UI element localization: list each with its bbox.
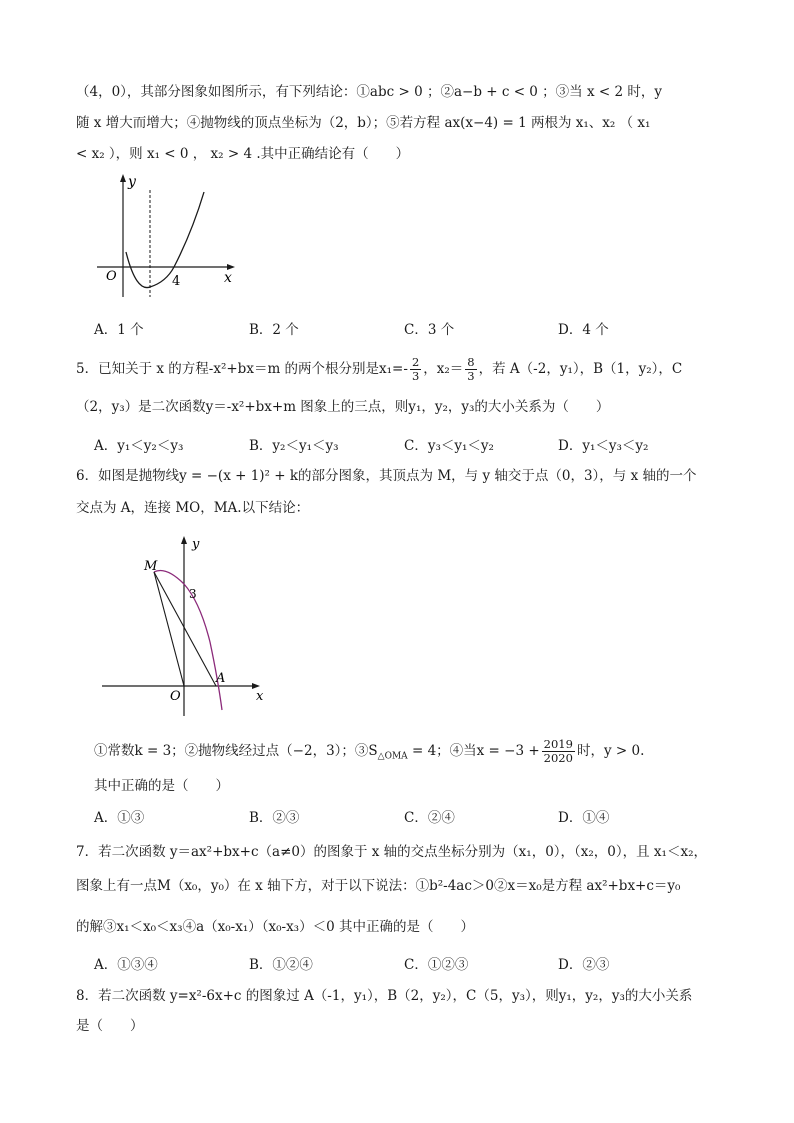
q4-parabola-curve [126, 192, 204, 288]
q5-fraction-2-denominator: 3 [467, 369, 475, 383]
q5-option-c: C．y₃＜y₁＜y₂ [404, 438, 494, 454]
q6-option-d: D．①④ [558, 810, 610, 826]
q6-option-a: A．①③ [94, 810, 145, 826]
q5-option-a: A．y₁＜y₂＜y₃ [94, 438, 184, 454]
q6-line-1: 6．如图是抛物线y = −(x + 1)² + k的部分图象，其顶点为 M，与 y 轴交于点（0，3），与 x 轴的一个 [76, 468, 697, 484]
q5-fraction-1 [410, 356, 421, 383]
q6-y-arrow [181, 536, 187, 544]
q5-fraction-2 [465, 356, 476, 383]
q6-triangle-subscript: △OMA [377, 751, 408, 762]
q6-line-2: 交点为 A，连接 MO，MA.以下结论： [76, 500, 310, 516]
q4-option-c: C．3 个 [404, 322, 455, 338]
q5-line-1-part-b: ，x₂＝ [423, 361, 464, 377]
q6-option-b: B．②③ [249, 810, 300, 826]
q4-y-arrow [120, 174, 126, 182]
q5-line-1-part-a: 5．已知关于 x 的方程-x²+bx＝m 的两个根分别是x₁=- [76, 361, 408, 377]
q4-option-a: A．1 个 [94, 322, 144, 338]
q6-fraction-numerator: 2019 [543, 737, 573, 751]
q6-y-label: y [192, 537, 200, 552]
q4-parabola-graph [92, 172, 252, 302]
q6-parabola-graph [96, 532, 276, 722]
q6-conclusions-part-c: 时，y > 0. [576, 743, 645, 759]
q5-option-d: D．y₁＜y₃＜y₂ [558, 438, 649, 454]
q6-x-label: x [256, 689, 264, 704]
q8-line-1: 8．若二次函数 y=x²-6x+c 的图象过 A（-1，y₁），B（2，y₂），C（5，y₃），则y₁，y₂，y₃的大小关系 [76, 988, 693, 1004]
q5-line-1-part-c: ，若 A（-2，y₁），B（1，y₂），C [478, 361, 683, 377]
q7-line-1: 7．若二次函数 y＝ax²+bx+c（a≠0）的图象于 x 轴的交点坐标分别为（x₁，0），（x₂，0），且 x₁＜x₂， [76, 844, 707, 860]
q4-line-1: （4，0），其部分图象如图所示，有下列结论：①abc > 0 ；②a−b + c < 0 ；③当 x < 2 时，y [76, 84, 662, 100]
q8-line-2: 是（ ） [76, 1018, 144, 1034]
q4-line-3: < x₂ ），则 x₁ < 0 ， x₂ > 4 .其中正确结论有（ ） [76, 146, 410, 162]
q4-line-2: 随 x 增大而增大；④抛物线的顶点坐标为（2，b）；⑤若方程 ax(x−4) = 1 两根为 x₁、x₂ （ x₁ [76, 115, 651, 131]
q7-option-c: C．①②③ [404, 957, 469, 973]
q4-option-b: B．2 个 [249, 322, 299, 338]
q6-line-4: 其中正确的是（ ） [94, 778, 229, 794]
q6-conclusions-part-a: ①常数k = 3；②抛物线经过点（−2，3）；③S [94, 743, 378, 759]
q7-option-b: B．①②④ [249, 957, 313, 973]
q6-conclusions-part-b: = 4；④当x = −3 + [407, 743, 540, 759]
q5-line-1 [76, 356, 682, 383]
q5-line-2: （2，y₃）是二次函数y＝-x²+bx+m 图象上的三点，则y₁，y₂，y₃的大小关系为（ ） [76, 399, 610, 415]
q7-option-d: D．②③ [558, 957, 610, 973]
q7-option-a: A．①③④ [94, 957, 158, 973]
q6-option-c: C．②④ [404, 810, 455, 826]
q5-fraction-1-denominator: 3 [411, 369, 420, 383]
q6-segment-mo [154, 572, 184, 686]
q4-origin-label: O [106, 269, 117, 284]
q7-line-3: 的解③x₁＜x₀＜x₃④a（x₀-x₁）（x₀-x₃）＜0 其中正确的是（ ） [76, 919, 474, 935]
q5-fraction-1-numerator: 2 [411, 355, 420, 369]
q6-fraction [542, 738, 575, 765]
q6-origin-label: O [170, 689, 181, 704]
q4-option-d: D．4 个 [558, 322, 609, 338]
q4-tick-4: 4 [172, 274, 181, 289]
q6-fraction-denominator: 2020 [543, 751, 573, 765]
q6-tick-3: 3 [189, 587, 197, 601]
q6-vertex-label: M [144, 559, 158, 574]
q6-point-a-label: A [216, 671, 226, 686]
q4-y-label: y [128, 174, 136, 190]
q4-x-label: x [224, 270, 232, 286]
q5-fraction-2-numerator: 8 [467, 355, 475, 369]
q5-option-b: B．y₂＜y₁＜y₃ [249, 438, 339, 454]
q6-conclusions [94, 738, 644, 767]
q7-line-2: 图象上有一点M（x₀，y₀）在 x 轴下方，对于以下说法：①b²-4ac＞0②x＝x₀是方程 ax²+bx+c＝y₀ [76, 878, 681, 894]
